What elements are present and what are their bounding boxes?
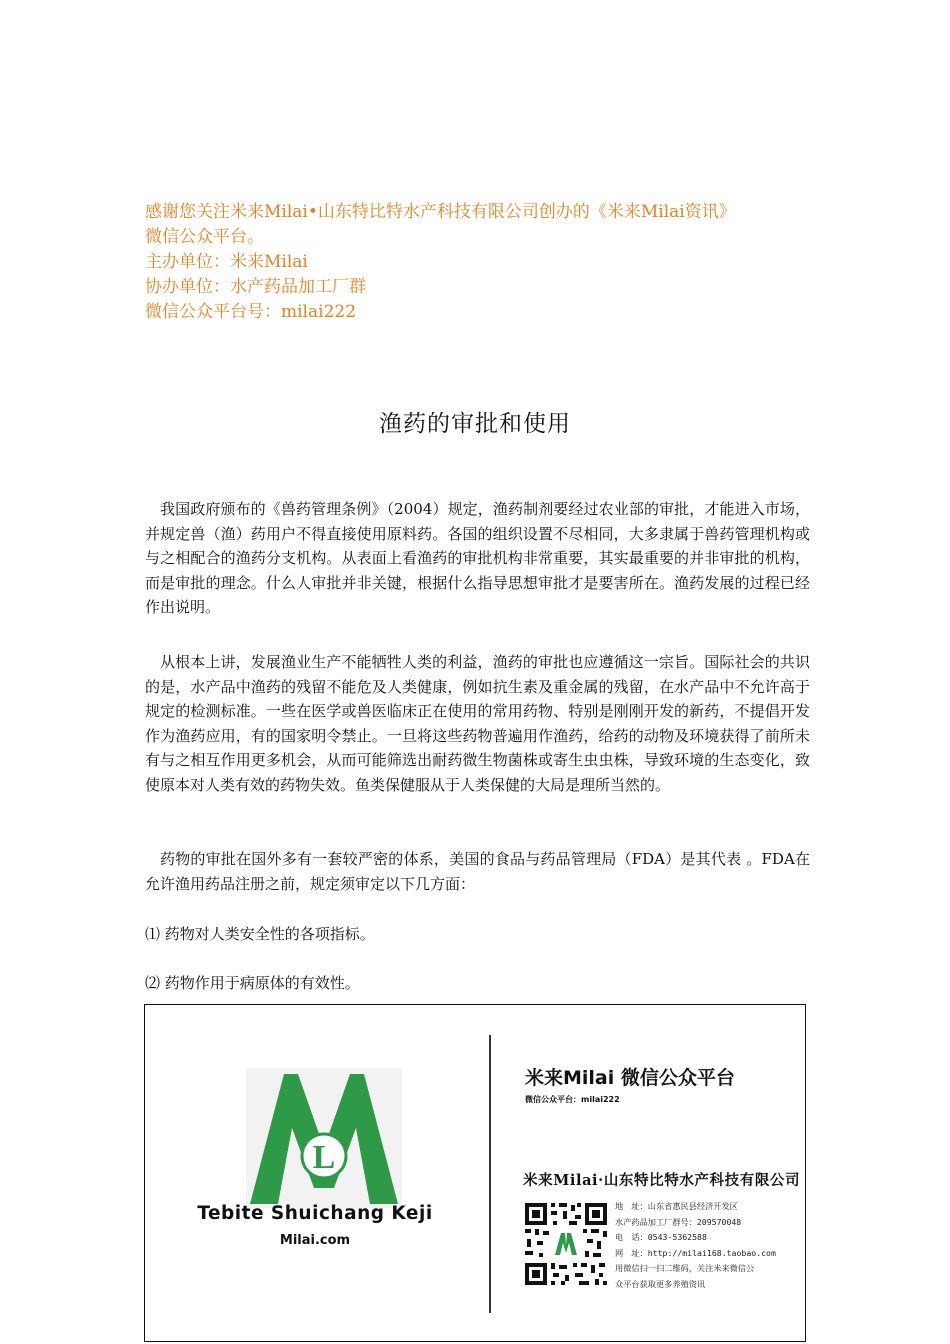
header-line-5: 微信公众平台号：milai222 xyxy=(145,302,357,322)
paragraph-2: 从根本上讲，发展渔业生产不能牺牲人类的利益，渔药的审批也应遵循这一宗旨。国际社会的共识的是，水产品中渔药的残留不能危及人类健康，例如抗生素及重金属的残留，在水产品中不允许高于规定的检测标准。一些在医学或兽医临床正在使用的常用药物、特别是刚刚开发的新药，不提倡开发作为渔药应用，有的国家明令禁止。一旦将这些药物普遍用作渔药，给药的动物及环境获得了前所未有与之相互作用更多机会，从而可能筛选出耐药微生物菌株或寄生虫虫株，导致环境的生态变化，致使原本对人类有效的药物失效。鱼类保健服从于人类保健的大局是理所当然的。 xyxy=(145,653,810,794)
info-scan-note-1: 用微信扫一扫二维码，关注米来微信公 xyxy=(615,1263,755,1273)
list-item-2: ⑵ 药物作用于病原体的有效性。 xyxy=(145,974,360,992)
header-line-1: 感谢您关注米来Milai•山东特比特水产科技有限公司创办的《米来Milai资讯》 xyxy=(145,202,736,222)
card-divider xyxy=(489,1035,491,1313)
platform-account: 微信公众平台：milai222 xyxy=(525,1095,620,1104)
platform-title: 米来Milai 微信公众平台 xyxy=(525,1067,735,1089)
info-website: 网 址：http://milai168.taobao.com xyxy=(615,1247,776,1258)
article-title: 渔药的审批和使用 xyxy=(379,411,571,437)
qr-code-icon xyxy=(523,1201,609,1287)
header-line-2: 微信公众平台。 xyxy=(145,227,264,247)
header-notice xyxy=(145,200,815,325)
paragraph-3: 药物的审批在国外多有一套较严密的体系，美国的食品与药品管理局（FDA）是其代表 。FDA在允许渔用药品注册之前，规定须审定以下几方面： xyxy=(145,850,810,893)
brand-name: Tebite Shuichang Keji xyxy=(197,1203,433,1224)
website: Milai.com xyxy=(279,1233,351,1248)
company-logo xyxy=(246,1068,402,1208)
info-address: 地 址：山东省惠民县经济开发区 xyxy=(615,1201,738,1211)
business-card xyxy=(144,1004,806,1342)
header-line-3: 主办单位：米来Milai xyxy=(145,252,308,272)
header-line-4: 协办单位：水产药品加工厂群 xyxy=(145,277,366,297)
info-scan-note-2: 众平台获取更多养殖资讯 xyxy=(615,1278,706,1289)
company-name: 米来Milai·山东特比特水产科技有限公司 xyxy=(523,1172,801,1189)
info-group: 水产药品加工厂群号：209570048 xyxy=(615,1216,742,1227)
logo-m-icon xyxy=(246,1068,402,1208)
list-item-1: ⑴ 药物对人类安全性的各项指标。 xyxy=(145,925,375,943)
info-phone: 电 话：0543-5362588 xyxy=(615,1232,707,1242)
paragraph-1: 我国政府颁布的《兽药管理条例》（2004）规定，渔药制剂要经过农业部的审批，才能进入市场，并规定兽（渔）药用户不得直接使用原料药。各国的组织设置不尽相同，大多隶属于兽药管理机构或与之相配合的渔药分支机构。从表面上看渔药的审批机构非常重要，其实最重要的并非审批的机构，而是审批的理念。什么人审批并非关键，根据什么指导思想审批才是要害所在。渔药发展的过程已经作出说明。 xyxy=(145,500,810,617)
contact-info xyxy=(615,1199,805,1292)
logo-letter: L xyxy=(312,1139,336,1176)
